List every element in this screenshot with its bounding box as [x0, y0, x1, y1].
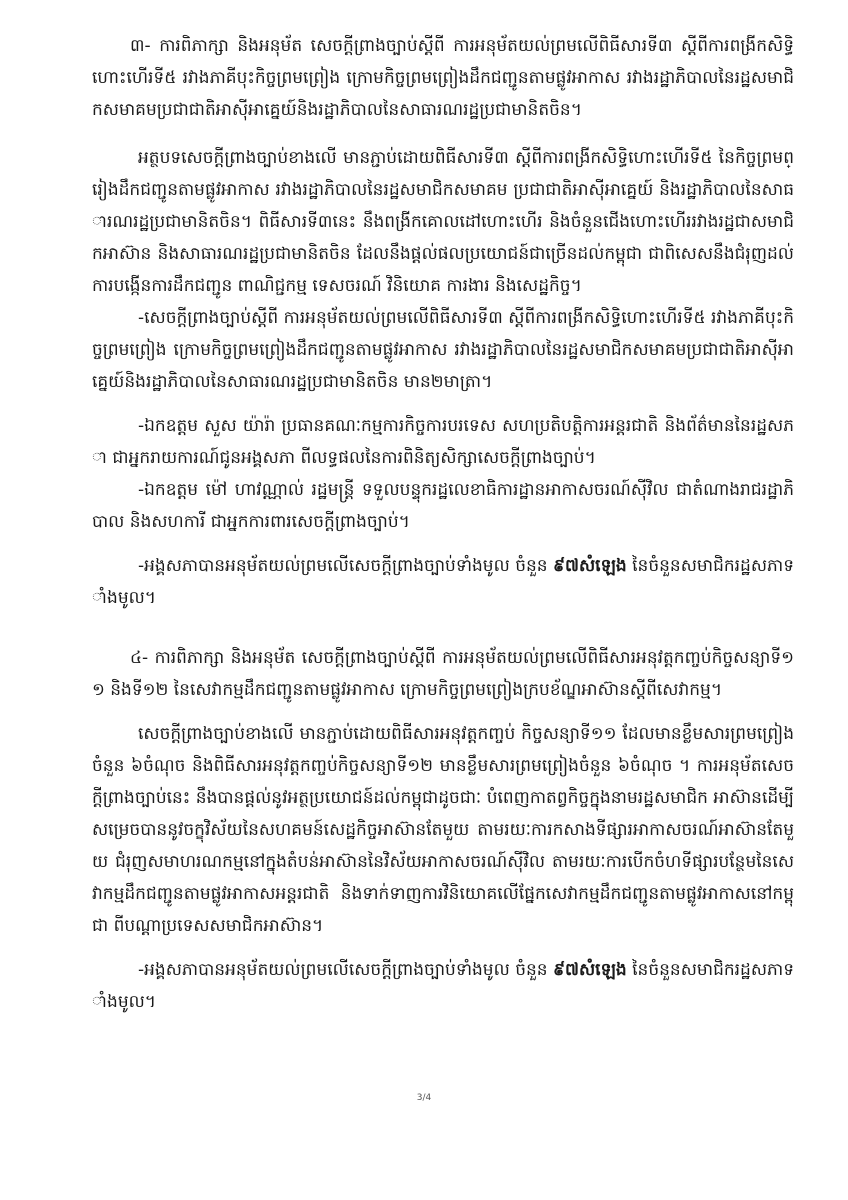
- vote-count: ៩៧សំឡេង: [553, 556, 627, 576]
- vote-suffix: នៃចំនួនសមាជិករដ្ឋសភាទាំងមូល។: [92, 556, 794, 608]
- vote-count: ៩៧សំឡេង: [553, 960, 627, 980]
- section-3-vote-result: [92, 550, 794, 614]
- document-body: [92, 30, 794, 1018]
- section-4-vote-result: [92, 954, 794, 1018]
- vote-prefix: -អង្គសភាបានអនុម័តយល់ព្រមលើសេចក្តីព្រាងច្បាប់ទាំងមូល ចំនួន: [138, 556, 553, 576]
- section-4-title: ៤- ការពិភាក្សា និងអនុម័ត សេចក្តីព្រាងច្បាប់ស្តីពី ការអនុម័តយល់ព្រមលើពិធីសារអនុវត្តកញ្ចប់កិច្ចសន្យាទី១១ និងទី១២ នៃសេវាកម្មដឹកជញ្ជូនតាមផ្លូវអាកាស ក្រោមកិច្ចព្រមព្រៀងក្របខ័ណ្ឌអាស៊ានស្តីពីសេវាកម្ម។: [92, 648, 794, 700]
- section-3-bullet-defender: -ឯកឧត្តម ម៉ៅ ហាវណ្ណាល់ រដ្ឋមន្ត្រី ទទួលបន្ទុករដ្ឋលេខាធិការដ្ឋានអាកាសចរណ៍ស៊ីវិល ជាតំណាងរាជរដ្ឋាភិបាល និងសហការី ជាអ្នកការពារសេចក្តីព្រាងច្បាប់។: [92, 480, 794, 532]
- vote-suffix: នៃចំនួនសមាជិករដ្ឋសភាទាំងមូល។: [92, 960, 794, 1012]
- page-number: 3/4: [416, 1093, 432, 1103]
- vote-prefix: -អង្គសភាបានអនុម័តយល់ព្រមលើសេចក្តីព្រាងច្បាប់ទាំងមូល ចំនួន: [138, 960, 553, 980]
- section-3-bullet-law-articles: -សេចក្តីព្រាងច្បាប់ស្តីពី ការអនុម័តយល់ព្រមលើពិធីសារទី៣ ស្តីពីការពង្រីកសិទ្ធិហោះហើរទី៥ រវាងភាគីបុះកិច្ចព្រមព្រៀង ក្រោមកិច្ចព្រមព្រៀងដឹកជញ្ជូនតាមផ្លូវអាកាស រវាងរដ្ឋាភិបាលនៃរដ្ឋសមាជិកសមាគមប្រជាជាតិអាស៊ីអាគ្នេយ៍និងរដ្ឋាភិបាលនៃសាធារណរដ្ឋប្រជាមានិតចិន មាន២មាត្រា។: [92, 308, 794, 392]
- section-3-body: អត្ថបទសេចក្តីព្រាងច្បាប់ខាងលើ មានភ្ជាប់ដោយពិធីសារទី៣ ស្តីពីការពង្រីកសិទ្ធិហោះហើរទី៥ នៃកិច្ចព្រមព្រៀងដឹកជញ្ជូនតាមផ្លូវអាកាស រវាងរដ្ឋាភិបាលនៃរដ្ឋសមាជិកសមាគម ប្រជាជាតិអាស៊ីអាគ្នេយ៍ និងរដ្ឋាភិបាលនៃសាធារណរដ្ឋប្រជាមានិតចិន។ ពិធីសារទី៣នេះ នឹងពង្រីកគោលដៅហោះហើរ និងចំនួនជើងហោះហើររវាងរដ្ឋជាសមាជិកអាស៊ាន និងសាធារណរដ្ឋប្រជាមានិតចិន ដែលនឹងផ្តល់ផលប្រយោជន៍ជាច្រើនដល់កម្ពុជា ជាពិសេសនឹងជំរុញដល់ការបង្កើនការដឹកជញ្ជូន ពាណិជ្ជកម្ម ទេសចរណ៍ វិនិយោគ ការងារ និងសេដ្ឋកិច្ច។: [92, 148, 794, 296]
- section-3-bullet-rapporteur: -ឯកឧត្តម សួស យ៉ារ៉ា ប្រធានគណៈកម្មការកិច្ចការបរទេស សហប្រតិបត្តិការអន្តរជាតិ និងព័ត៌មាននៃរដ្ឋសភា ជាអ្នករាយការណ៍ជូនអង្គសភា ពីលទ្ធផលនៃការពិនិត្យសិក្សាសេចក្តីព្រាងច្បាប់។: [92, 416, 794, 468]
- section-3-title: ៣- ការពិភាក្សា និងអនុម័ត សេចក្តីព្រាងច្បាប់ស្តីពី ការអនុម័តយល់ព្រមលើពិធីសារទី៣ ស្តីពីការពង្រីកសិទ្ធិហោះហើរទី៥ រវាងភាគីបុះកិច្ចព្រមព្រៀង ក្រោមកិច្ចព្រមព្រៀងដឹកជញ្ជូនតាមផ្លូវអាកាស រវាងរដ្ឋាភិបាលនៃរដ្ឋសមាជិកសមាគមប្រជាជាតិអាស៊ីអាគ្នេយ៍និងរដ្ឋាភិបាលនៃសាធារណរដ្ឋប្រជាមានិតចិន។: [92, 36, 794, 120]
- section-4-body: សេចក្តីព្រាងច្បាប់ខាងលើ មានភ្ជាប់ដោយពិធីសារអនុវត្តកញ្ចប់ កិច្ចសន្យាទី១១ ដែលមានខ្លឹមសារព្រមព្រៀងចំនួន ៦ចំណុច និងពិធីសារអនុវត្តកញ្ចប់កិច្ចសន្យាទី១២ មានខ្លឹមសារព្រមព្រៀងចំនួន ៦ចំណុច ។ ការអនុម័តសេចក្តីព្រាងច្បាប់នេះ នឹងបានផ្តល់នូវអត្ថប្រយោជន៍ដល់កម្ពុជាដូចជាៈ បំពេញកាតព្វកិច្ចក្នុងនាមរដ្ឋសមាជិក អាស៊ានដើម្បីសម្រេចបាននូវចក្ខុវិស័យនៃសហគមន៍សេដ្ឋកិច្ចអាស៊ានតែមួយ តាមរយៈការកសាងទីផ្សារអាកាសចរណ៍អាស៊ានតែមួយ ជំរុញសមាហរណកម្មនៅក្នុងតំបន់អាស៊ាននៃវិស័យអាកាសចរណ៍ស៊ីវិល តាមរយៈការបើកចំហទីផ្សារបន្ថែមនៃសេវាកម្មដឹកជញ្ជូនតាមផ្លូវអាកាសអន្តរជាតិ និងទាក់ទាញការវិនិយោគលើផ្នែកសេវាកម្មដឹកជញ្ជូនតាមផ្លូវអាកាសនៅកម្ពុជា ពីបណ្តាប្រទេសសមាជិកអាស៊ាន។: [92, 724, 794, 936]
